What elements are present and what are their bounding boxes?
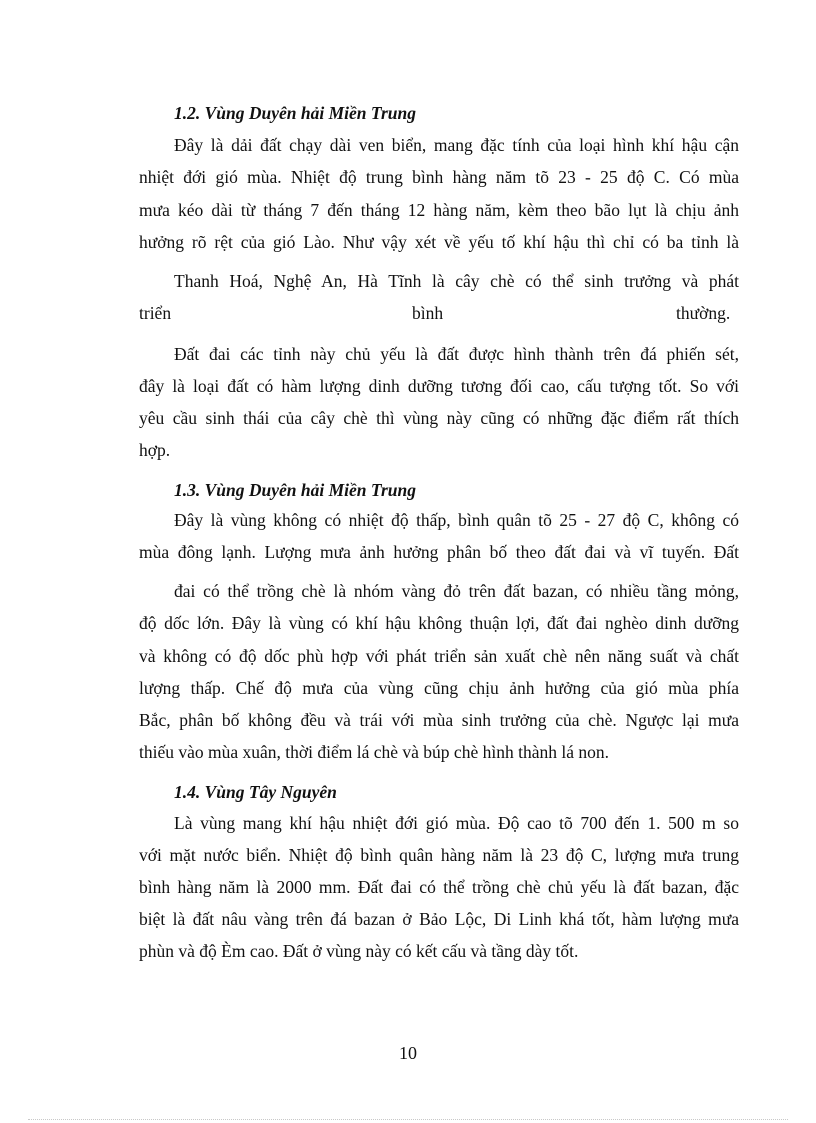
section-heading-1-2: 1.2. Vùng Duyên hải Miền Trung — [174, 103, 416, 123]
sparse-word: triển — [139, 303, 172, 323]
paragraph-line: mùa đông lạnh. Lượng mưa ảnh hưởng phân bố theo đất đai và vĩ tuyến. Đất — [139, 542, 739, 562]
paragraph-line: đai có thể trồng chè là nhóm vàng đỏ trên đất bazan, có nhiều tầng mỏng, — [174, 581, 739, 601]
paragraph-line: Là vùng mang khí hậu nhiệt đới gió mùa. Độ cao tõ 700 đến 1. 500 m so — [174, 813, 739, 833]
page-number: 10 — [399, 1043, 417, 1063]
paragraph-line: Đây là vùng không có nhiệt độ thấp, bình quân tõ 25 - 27 độ C, không có — [174, 510, 739, 530]
paragraph-line: Đây là dải đất chạy dài ven biển, mang đặc tính của loại hình khí hậu cận — [174, 135, 739, 155]
paragraph-line: bình hàng năm là 2000 mm. Đất đai có thể trồng chè chủ yếu là đất bazan, đặc — [139, 877, 739, 897]
footer-divider — [28, 1119, 788, 1120]
paragraph-line: và không có độ dốc phù hợp với phát triển sản xuất chè nên năng suất và chất — [139, 646, 739, 666]
paragraph-line: biệt là đất nâu vàng trên đá bazan ở Bảo Lộc, Di Linh khá tốt, hàm lượng mưa — [139, 909, 739, 929]
paragraph-line: nhiệt đới gió mùa. Nhiệt độ trung bình hàng năm tõ 23 - 25 độ C. Có mùa — [139, 167, 739, 187]
paragraph-line: Bắc, phân bố không đều và trái với mùa sinh trưởng của chè. Ngược lại mưa — [139, 710, 739, 730]
paragraph-line: với mặt nước biển. Nhiệt độ bình quân hàng năm là 23 độ C, lượng mưa trung — [139, 845, 739, 865]
paragraph-line: yêu cầu sinh thái của cây chè thì vùng này cũng có những đặc điểm rất thích — [139, 408, 739, 428]
sparse-word: bình — [412, 303, 444, 323]
paragraph-line: đây là loại đất có hàm lượng dinh dưỡng tương đối cao, cấu tượng tốt. So với — [139, 376, 739, 396]
paragraph-line: Thanh Hoá, Nghệ An, Hà Tĩnh là cây chè có thể sinh trưởng và phát — [174, 271, 739, 291]
paragraph-line: độ dốc lớn. Đây là vùng có khí hậu không thuận lợi, đất đai nghèo dinh dưỡng — [139, 613, 739, 633]
paragraph-line: hưởng rõ rệt của gió Lào. Như vậy xét về yếu tố khí hậu thì chỉ có ba tỉnh là — [139, 232, 739, 252]
paragraph-line: thiếu vào mùa xuân, thời điểm lá chè và búp chè hình thành lá non. — [139, 742, 609, 762]
paragraph-line: hợp. — [139, 440, 171, 460]
paragraph-line: phùn và độ Èm cao. Đất ở vùng này có kết cấu và tầng dày tốt. — [139, 941, 579, 961]
section-heading-1-3: 1.3. Vùng Duyên hải Miền Trung — [174, 480, 416, 500]
paragraph-line: Đất đai các tỉnh này chủ yếu là đất được hình thành trên đá phiến sét, — [174, 344, 739, 364]
section-heading-1-4: 1.4. Vùng Tây Nguyên — [174, 782, 337, 802]
paragraph-line: mưa kéo dài từ tháng 7 đến tháng 12 hàng năm, kèm theo bão lụt là chịu ảnh — [139, 200, 739, 220]
sparse-word: thường. — [676, 303, 731, 323]
paragraph-line: lượng thấp. Chế độ mưa của vùng cũng chịu ảnh hưởng của gió mùa phía — [139, 678, 739, 698]
